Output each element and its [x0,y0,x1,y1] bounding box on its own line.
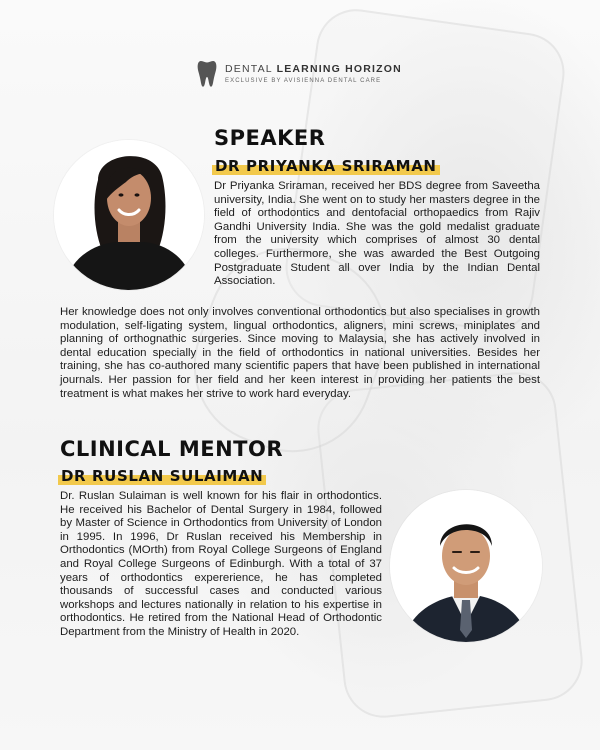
brand-title: DENTAL LEARNING HORIZON [225,63,402,76]
brand-subtitle: EXCLUSIVE BY AVISIENNA DENTAL CARE [225,77,382,84]
speaker-bio-more: Her knowledge does not only involves conventional orthodontics but also specialises in growth modulation, self-ligating system, lingual orthodontics, aligners, mini screws, miniplates and planning of orthognathic surgeries. Since moving to Malaysia, she has actively involved in dental education specially in the field of orthodontics in national universities. Besides her training, she has co-authored many scientific papers that have been published in international journals. Her passion for her field and her keen interest in providing her patients the best treatment is what makes her strive to work hard everyday. [60,306,540,400]
mentor-name: DR RUSLAN SULAIMAN [58,467,266,485]
speaker-name: DR PRIYANKA SRIRAMAN [212,157,440,175]
mentor-photo [390,490,542,642]
speaker-photo [54,140,204,290]
brand-logo [197,58,402,90]
tooth-icon [197,59,217,89]
mentor-bio: Dr. Ruslan Sulaiman is well known for his flair in orthodontics. He received his Bachelor of Dental Surgery in 1984, followed by Master of Science in Orthodontics from University of London in 1995. In 1996, Dr Ruslan received his Membership in Orthodontics (MOrth) from Royal College Surgeons of England and Royal College Surgeons of Edinburgh. With a total of 37 years of orthodontics expererience, he has completed thousands of successful cases and conducted various workshops and lectures nationally in relation to his expertise in orthodontics. He retired from the National Head of Orthodontic Department from the Ministry of Health in 2020. [60,490,382,638]
speaker-heading: SPEAKER [214,126,326,150]
mentor-portrait [390,490,542,642]
speaker-portrait [54,140,204,290]
mentor-heading: CLINICAL MENTOR [60,437,284,461]
speaker-bio-intro: Dr Priyanka Sriraman, received her BDS degree from Saveetha university, India. She went on to study her masters degree in the field of orthodontics and dentofacial orthopaedics from Rajiv Gandhi University India. She was the gold medalist graduate from the university which comprises of almost 30 dental colleges. Furthermore, she was awarded the Best Outgoing Postgraduate Student all over India by the Indian Dental Association. [214,180,540,288]
